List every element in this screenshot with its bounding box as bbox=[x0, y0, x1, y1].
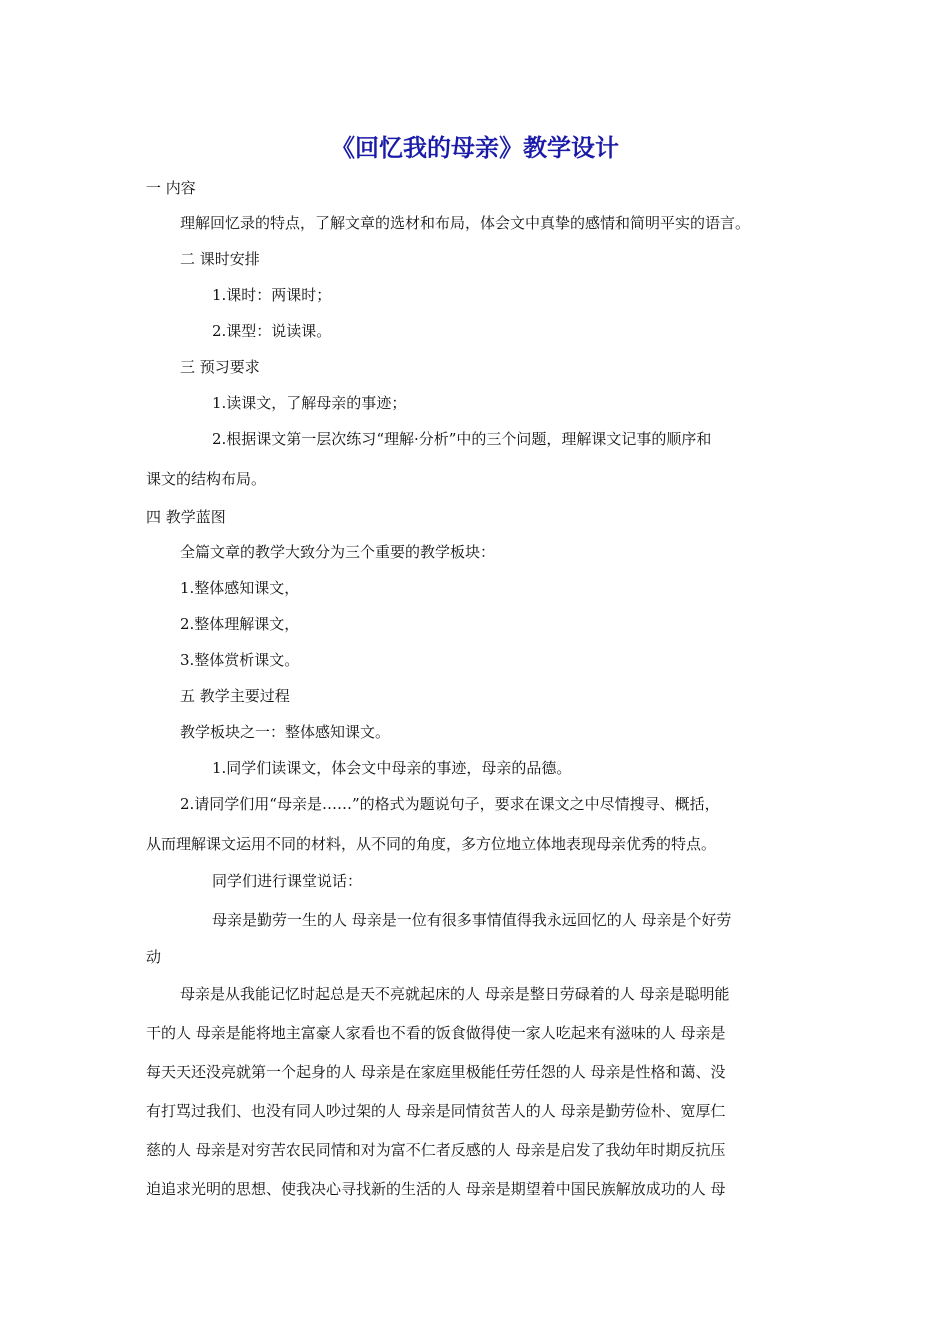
list-item: 1.整体感知课文， bbox=[180, 579, 300, 597]
paragraph-line: 迫追求光明的思想、使我决心寻找新的生活的人 母亲是期望着中国民族解放成功的人 母 bbox=[146, 1180, 726, 1198]
paragraph-line: 母亲是从我能记忆时起总是天不亮就起床的人 母亲是整日劳碌着的人 母亲是聪明能 bbox=[180, 985, 730, 1003]
document-title: 《回忆我的母亲》教学设计 bbox=[331, 134, 619, 162]
section-heading-content: 一 内容 bbox=[146, 179, 196, 197]
class-talk-label: 同学们进行课堂说话： bbox=[212, 872, 363, 890]
list-item: 2.根据课文第一层次练习“理解·分析”中的三个问题，理解课文记事的顺序和 bbox=[212, 430, 712, 448]
list-item: 2.课型：说读课。 bbox=[212, 322, 332, 340]
list-item: 2.请同学们用“母亲是……”的格式为题说句子，要求在课文之中尽情搜寻、概括， bbox=[180, 795, 720, 813]
section-heading-blueprint: 四 教学蓝图 bbox=[146, 508, 226, 526]
section-heading-schedule: 二 课时安排 bbox=[180, 250, 260, 268]
section-heading-process: 五 教学主要过程 bbox=[180, 687, 290, 705]
paragraph-line: 每天天还没亮就第一个起身的人 母亲是在家庭里极能任劳任怨的人 母亲是性格和蔼、没 bbox=[146, 1063, 726, 1081]
list-item: 3.整体赏析课文。 bbox=[180, 651, 300, 669]
blueprint-intro: 全篇文章的教学大致分为三个重要的教学板块： bbox=[180, 543, 496, 561]
list-item-continuation: 课文的结构布局。 bbox=[146, 470, 267, 488]
list-item: 1.同学们读课文，体会文中母亲的事迹，母亲的品德。 bbox=[212, 759, 572, 777]
section-heading-preview: 三 预习要求 bbox=[180, 358, 260, 376]
list-item: 2.整体理解课文， bbox=[180, 615, 300, 633]
paragraph-line: 母亲是勤劳一生的人 母亲是一位有很多事情值得我永远回忆的人 母亲是个好劳 bbox=[212, 911, 732, 929]
paragraph-line: 干的人 母亲是能将地主富豪人家看也不看的饭食做得使一家人吃起来有滋味的人 母亲是 bbox=[146, 1024, 726, 1042]
list-item: 1.课时：两课时； bbox=[212, 286, 332, 304]
block-heading: 教学板块之一：整体感知课文。 bbox=[180, 723, 391, 741]
paragraph-line: 慈的人 母亲是对穷苦农民同情和对为富不仁者反感的人 母亲是启发了我幼年时期反抗压 bbox=[146, 1141, 726, 1159]
list-item-continuation: 从而理解课文运用不同的材料，从不同的角度，多方位地立体地表现母亲优秀的特点。 bbox=[146, 835, 717, 853]
content-paragraph: 理解回忆录的特点，了解文章的选材和布局，体会文中真挚的感情和简明平实的语言。 bbox=[180, 214, 751, 232]
paragraph-line: 动 bbox=[146, 948, 162, 966]
paragraph-line: 有打骂过我们、也没有同人吵过架的人 母亲是同情贫苦人的人 母亲是勤劳俭朴、宽厚仁 bbox=[146, 1102, 726, 1120]
list-item: 1.读课文，了解母亲的事迹； bbox=[212, 394, 407, 412]
